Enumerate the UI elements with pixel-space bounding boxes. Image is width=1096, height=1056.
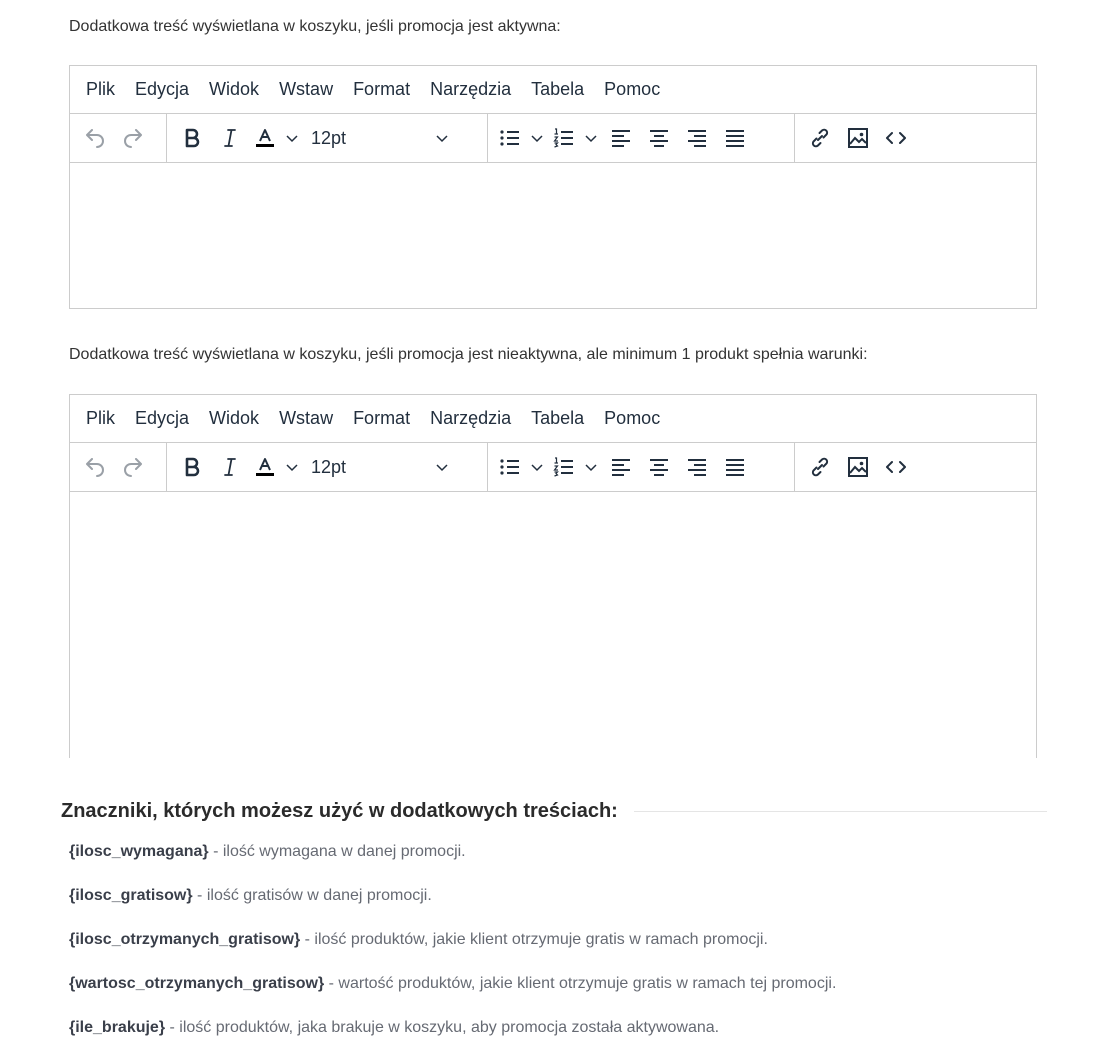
tag-item xyxy=(69,975,836,993)
undo-button[interactable] xyxy=(76,121,114,155)
image-icon xyxy=(846,455,870,479)
menu-insert[interactable]: Wstaw xyxy=(279,79,334,99)
italic-button[interactable] xyxy=(211,121,249,155)
menu-table[interactable]: Tabela xyxy=(531,408,585,428)
text-color-split xyxy=(249,121,303,155)
image-button[interactable] xyxy=(839,450,877,484)
history-group xyxy=(70,443,167,491)
tag-code: {ilosc_otrzymanych_gratisow} xyxy=(69,931,301,948)
link-icon xyxy=(808,126,832,150)
bold-button[interactable] xyxy=(173,450,211,484)
source-code-button[interactable] xyxy=(877,450,915,484)
format-group xyxy=(167,443,488,491)
menu-edit[interactable]: Edycja xyxy=(135,408,190,428)
numbered-list-button[interactable] xyxy=(548,450,580,484)
insert-group xyxy=(795,114,921,162)
tag-item xyxy=(69,887,432,905)
chevron-down-icon xyxy=(285,460,299,474)
italic-icon xyxy=(218,455,242,479)
menu-tools[interactable]: Narzędzia xyxy=(430,408,512,428)
link-button[interactable] xyxy=(801,121,839,155)
insert-group xyxy=(795,443,921,491)
redo-icon xyxy=(121,126,145,150)
numbered-list-icon xyxy=(552,455,576,479)
justify-icon xyxy=(723,126,747,150)
menu-help[interactable]: Pomoc xyxy=(604,79,661,99)
paragraph-group xyxy=(488,114,795,162)
heading-divider xyxy=(634,811,1047,812)
bold-icon xyxy=(180,126,204,150)
format-group xyxy=(167,114,488,162)
redo-button[interactable] xyxy=(114,121,152,155)
menu-help[interactable]: Pomoc xyxy=(604,408,661,428)
align-left-icon xyxy=(609,455,633,479)
text-color-icon xyxy=(253,455,277,479)
bold-button[interactable] xyxy=(173,121,211,155)
menu-view[interactable]: Widok xyxy=(209,408,260,428)
tag-description: - ilość wymagana w danej promocji. xyxy=(208,843,466,860)
menu-insert[interactable]: Wstaw xyxy=(279,408,334,428)
numbered-list-dropdown[interactable] xyxy=(580,121,602,155)
align-right-button[interactable] xyxy=(678,121,716,155)
editor-content-area[interactable] xyxy=(70,492,1036,757)
numbered-list-split xyxy=(548,121,602,155)
bullet-list-icon xyxy=(498,126,522,150)
italic-icon xyxy=(218,126,242,150)
tag-description: - ilość produktów, jaka brakuje w koszyku, aby promocja została aktywowana. xyxy=(165,1019,720,1036)
text-color-button[interactable] xyxy=(249,121,281,155)
align-right-button[interactable] xyxy=(678,450,716,484)
rich-text-editor-1 xyxy=(69,65,1037,309)
source-code-button[interactable] xyxy=(877,121,915,155)
tag-code: {ile_brakuje} xyxy=(69,1019,166,1036)
align-left-button[interactable] xyxy=(602,121,640,155)
align-left-button[interactable] xyxy=(602,450,640,484)
link-button[interactable] xyxy=(801,450,839,484)
tag-code: {wartosc_otrzymanych_gratisow} xyxy=(69,975,325,992)
tag-code: {ilosc_wymagana} xyxy=(69,843,209,860)
numbered-list-icon xyxy=(552,126,576,150)
align-left-icon xyxy=(609,126,633,150)
bullet-list-split xyxy=(494,121,548,155)
editor-content-area[interactable] xyxy=(70,163,1036,308)
undo-button[interactable] xyxy=(76,450,114,484)
rich-text-editor-2 xyxy=(69,394,1037,758)
numbered-list-dropdown[interactable] xyxy=(580,450,602,484)
paragraph-group xyxy=(488,443,795,491)
source-code-icon xyxy=(884,455,908,479)
text-color-icon xyxy=(253,126,277,150)
tag-description: - ilość produktów, jakie klient otrzymuje gratis w ramach promocji. xyxy=(300,931,768,948)
editor-menubar xyxy=(70,395,1036,443)
chevron-down-icon xyxy=(285,131,299,145)
text-color-dropdown[interactable] xyxy=(281,121,303,155)
chevron-down-icon xyxy=(530,131,544,145)
editor-toolbar xyxy=(70,443,1036,492)
bullet-list-button[interactable] xyxy=(494,450,526,484)
bullet-list-dropdown[interactable] xyxy=(526,450,548,484)
tags-section-header xyxy=(61,796,1047,826)
menu-format[interactable]: Format xyxy=(353,79,411,99)
editor1-label: Dodatkowa treść wyświetlana w koszyku, jeśli promocja jest aktywna: xyxy=(69,18,561,35)
bold-icon xyxy=(180,455,204,479)
align-right-icon xyxy=(685,455,709,479)
align-center-button[interactable] xyxy=(640,450,678,484)
bullet-list-icon xyxy=(498,455,522,479)
text-color-button[interactable] xyxy=(249,450,281,484)
menu-edit[interactable]: Edycja xyxy=(135,79,190,99)
history-group xyxy=(70,114,167,162)
numbered-list-button[interactable] xyxy=(548,121,580,155)
tag-description: - ilość gratisów w danej promocji. xyxy=(192,887,432,904)
numbered-list-split xyxy=(548,450,602,484)
bullet-list-split xyxy=(494,450,548,484)
italic-button[interactable] xyxy=(211,450,249,484)
bullet-list-dropdown[interactable] xyxy=(526,121,548,155)
font-size-value: 12pt xyxy=(311,456,347,477)
justify-icon xyxy=(723,455,747,479)
chevron-down-icon xyxy=(435,131,449,145)
undo-icon xyxy=(83,126,107,150)
chevron-down-icon xyxy=(584,131,598,145)
text-color-split xyxy=(249,450,303,484)
tag-item xyxy=(69,843,466,861)
chevron-down-icon xyxy=(435,460,449,474)
menu-tools[interactable]: Narzędzia xyxy=(430,79,512,99)
menu-file[interactable]: Plik xyxy=(86,79,116,99)
menu-format[interactable]: Format xyxy=(353,408,411,428)
tag-code: {ilosc_gratisow} xyxy=(69,887,193,904)
align-center-button[interactable] xyxy=(640,121,678,155)
text-color-dropdown[interactable] xyxy=(281,450,303,484)
tags-heading: Znaczniki, których możesz użyć w dodatkowych treściach: xyxy=(61,799,618,822)
font-size-value: 12pt xyxy=(311,127,347,148)
menu-table[interactable]: Tabela xyxy=(531,79,585,99)
chevron-down-icon xyxy=(530,460,544,474)
redo-icon xyxy=(121,455,145,479)
align-right-icon xyxy=(685,126,709,150)
tag-description: - wartość produktów, jakie klient otrzymuje gratis w ramach tej promocji. xyxy=(324,975,837,992)
tag-item xyxy=(69,1019,719,1037)
font-size-select[interactable] xyxy=(303,121,455,155)
justify-button[interactable] xyxy=(716,121,754,155)
justify-button[interactable] xyxy=(716,450,754,484)
editor-menubar xyxy=(70,66,1036,114)
bullet-list-button[interactable] xyxy=(494,121,526,155)
editor-toolbar xyxy=(70,114,1036,163)
link-icon xyxy=(808,455,832,479)
undo-icon xyxy=(83,455,107,479)
menu-view[interactable]: Widok xyxy=(209,79,260,99)
chevron-down-icon xyxy=(584,460,598,474)
image-button[interactable] xyxy=(839,121,877,155)
menu-file[interactable]: Plik xyxy=(86,408,116,428)
image-icon xyxy=(846,126,870,150)
align-center-icon xyxy=(647,126,671,150)
font-size-select[interactable] xyxy=(303,450,455,484)
tag-item xyxy=(69,931,768,949)
align-center-icon xyxy=(647,455,671,479)
source-code-icon xyxy=(884,126,908,150)
redo-button[interactable] xyxy=(114,450,152,484)
editor2-label: Dodatkowa treść wyświetlana w koszyku, jeśli promocja jest nieaktywna, ale minimum 1 produkt spełnia warunki: xyxy=(69,346,868,363)
